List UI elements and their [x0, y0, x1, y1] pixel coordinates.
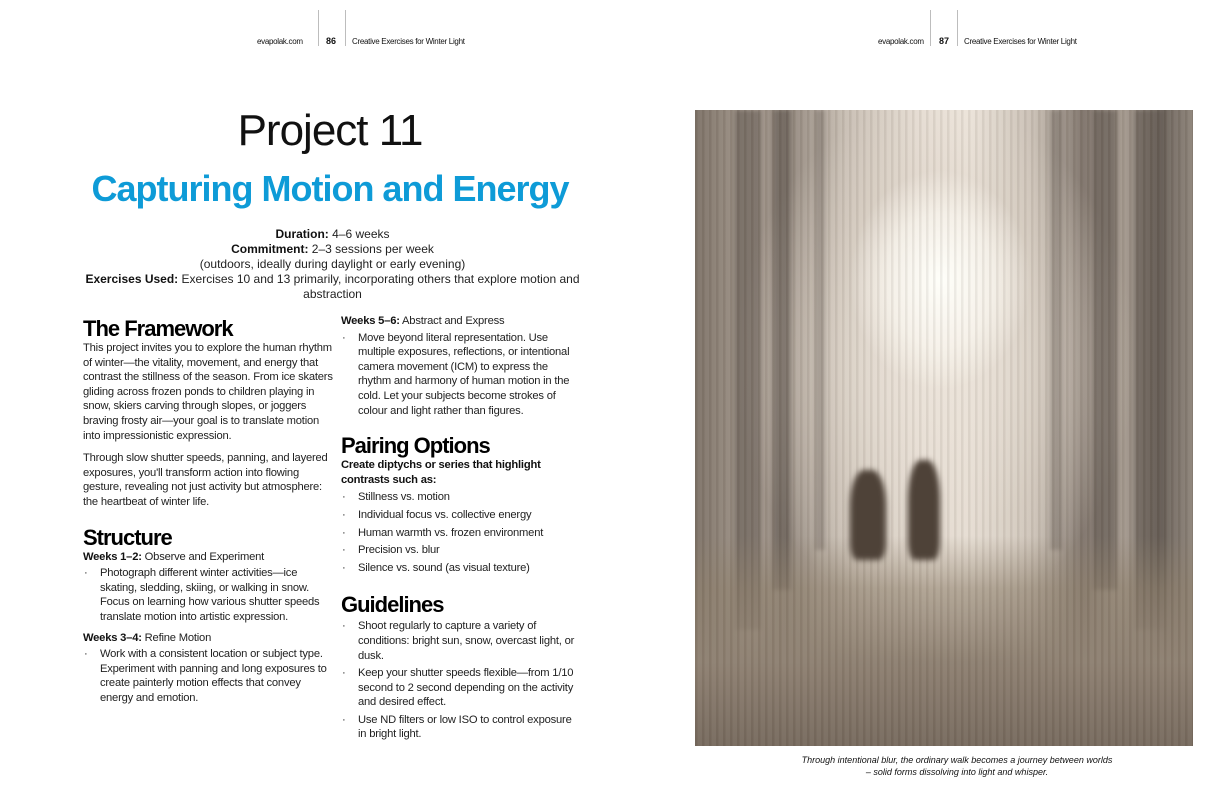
book-title: Creative Exercises for Winter Light: [352, 37, 465, 46]
list-item: [341, 666, 581, 710]
bullet-icon: ·: [342, 544, 346, 557]
structure-heading: Structure: [83, 524, 172, 550]
right-page: [612, 0, 1224, 792]
phase-heading: [83, 631, 333, 646]
list-item: [341, 561, 581, 576]
framework-paragraph: This project invites you to explore the human rhythm of winter—the vitality, movement, and energy that contrast the stillness of the season. From ice skaters gliding across frozen ponds to children playing in snow, skiers carving through slopes, or joggers braving frosty air—your goal is to translate motion into impressionistic expression.: [83, 342, 333, 442]
framework-paragraph: Through slow shutter speeds, panning, and layered exposures, you'll transform action into flowing gesture, revealing not just activity but atmosphere: the heartbeat of winter life.: [83, 452, 328, 508]
commitment-value: 2–3 sessions per week: [311, 242, 434, 256]
list-item: [341, 619, 581, 663]
bullet-icon: ·: [342, 491, 346, 504]
list-item: [341, 526, 581, 541]
caption-line: – solid forms dissolving into light and whisper.: [865, 766, 1049, 777]
guideline-item: Use ND filters or low ISO to control exposure in bright light.: [358, 713, 572, 741]
phase-label: Weeks 3–4:: [83, 631, 142, 644]
photo-caption: [722, 755, 1192, 778]
site-url: evapolak.com: [257, 37, 303, 46]
running-header-right: [612, 10, 1224, 46]
walker-figure: [908, 460, 940, 560]
list-item: [341, 508, 581, 523]
motion-blur-texture: [695, 110, 1193, 746]
project-label: Project 11: [237, 106, 423, 155]
bullet-icon: ·: [342, 526, 346, 539]
pairing-section: [341, 434, 581, 575]
project-meta: [80, 227, 585, 302]
guidelines-heading: Guidelines: [341, 592, 444, 618]
exercises-value: Exercises 10 and 13 primarily, incorporating others that explore motion and abstraction: [181, 272, 580, 301]
site-url: evapolak.com: [878, 37, 924, 46]
running-header-left: [0, 10, 612, 46]
walker-figure: [850, 470, 886, 560]
bullet-icon: ·: [342, 620, 346, 633]
commitment-label: Commitment:: [231, 242, 309, 256]
column-left: [83, 317, 333, 711]
page-number: 87: [939, 36, 950, 46]
framework-section: [83, 317, 333, 510]
structure-section: [83, 526, 333, 706]
header-divider: [930, 10, 931, 46]
project-title: Capturing Motion and Energy: [91, 168, 569, 209]
phase-title: Refine Motion: [144, 631, 212, 644]
header-divider: [957, 10, 958, 46]
page-number: 86: [326, 36, 337, 46]
phase-heading: [341, 314, 581, 329]
phase-bullet-text: Move beyond literal representation. Use multiple exposures, reflections, or intentional camera movement (ICM) to express the rhythm and harmony of human motion in the cold. Let your subjects become strokes of colour and light rather than figures.: [358, 331, 570, 417]
duration-value: 4–6 weeks: [332, 227, 390, 241]
pairing-list: [341, 490, 581, 575]
pairing-item: Precision vs. blur: [358, 544, 440, 557]
bullet-icon: ·: [342, 331, 346, 344]
exercises-label: Exercises Used:: [85, 272, 179, 286]
bullet-icon: ·: [342, 713, 346, 726]
guideline-item: Shoot regularly to capture a variety of conditions: bright sun, snow, overcast light, or dusk.: [358, 620, 575, 662]
pairing-item: Stillness vs. motion: [358, 491, 450, 504]
phase-list: [83, 647, 333, 705]
caption-line: Through intentional blur, the ordinary walk becomes a journey between worlds: [801, 755, 1113, 765]
list-item: [341, 713, 581, 742]
pairing-item: Human warmth vs. frozen environment: [358, 526, 544, 539]
header-divider: [318, 10, 319, 46]
phase-label: Weeks 5–6:: [341, 315, 400, 327]
list-item: [83, 566, 333, 624]
pairing-item: Silence vs. sound (as visual texture): [358, 561, 530, 574]
list-item: [341, 331, 581, 419]
book-title: Creative Exercises for Winter Light: [964, 37, 1077, 46]
framework-heading: The Framework: [83, 316, 233, 341]
pairing-item: Individual focus vs. collective energy: [358, 508, 532, 521]
guideline-item: Keep your shutter speeds flexible—from 1/10 second to 2 second depending on the activity and desired effect.: [358, 667, 574, 709]
phase-heading: [83, 550, 333, 565]
phase-list: [83, 566, 333, 624]
phase-title: Observe and Experiment: [144, 550, 265, 563]
phase-title: Abstract and Express: [402, 315, 505, 327]
duration-label: Duration:: [275, 227, 329, 241]
list-item: [341, 543, 581, 558]
forest-walk-photo: [695, 110, 1193, 746]
phase-bullet-text: Photograph different winter activities—ice skating, sledding, skiing, or walking in snow. Focus on learning how various shutter speeds translate motion into artistic expression.: [100, 567, 320, 623]
phase-list: [341, 331, 581, 419]
list-item: [341, 490, 581, 505]
bullet-icon: ·: [84, 567, 88, 580]
bullet-icon: ·: [84, 648, 88, 661]
phase-bullet-text: Work with a consistent location or subject type. Experiment with panning and long exposures to create painterly motion effects that convey energy and emotion.: [100, 648, 327, 704]
guidelines-section: [341, 593, 581, 742]
header-divider: [345, 10, 346, 46]
pairing-lead: Create diptychs or series that highlight contrasts such as:: [341, 459, 541, 486]
bullet-icon: ·: [342, 561, 346, 574]
list-item: [83, 647, 333, 705]
guidelines-list: [341, 619, 581, 742]
phase-label: Weeks 1–2:: [83, 550, 142, 563]
commitment-note: (outdoors, ideally during daylight or early evening): [199, 257, 466, 271]
column-right: [341, 314, 581, 748]
bullet-icon: ·: [342, 508, 346, 521]
pairing-heading: Pairing Options: [341, 433, 490, 459]
bullet-icon: ·: [342, 667, 346, 680]
